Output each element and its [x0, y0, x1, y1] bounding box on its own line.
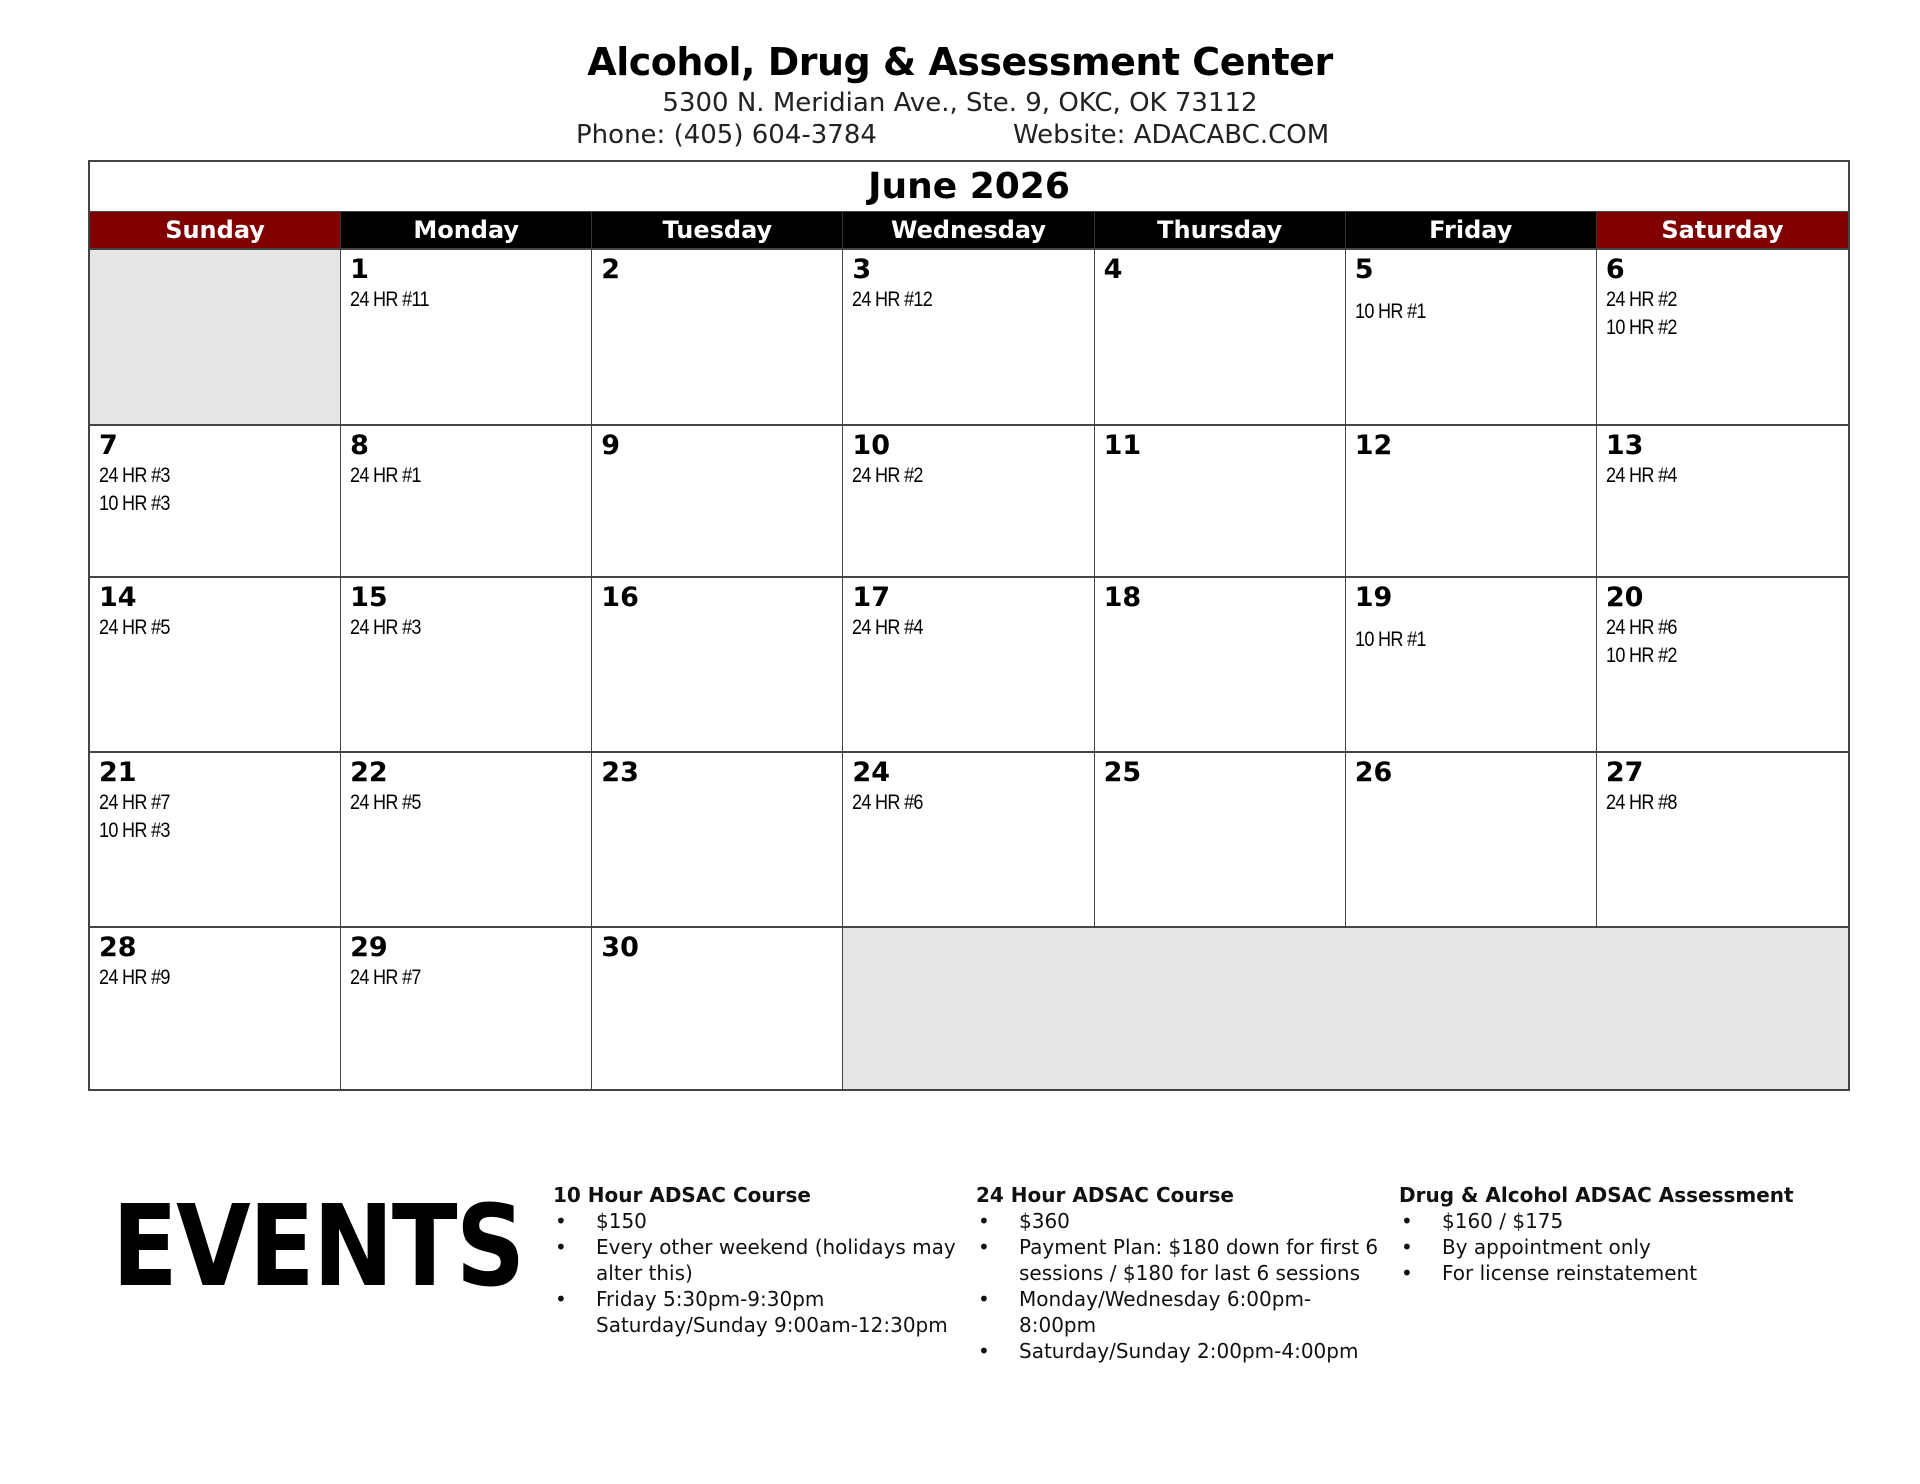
day-cell — [341, 250, 592, 424]
events-heading: EVENTS — [112, 1182, 524, 1312]
event-label: 24 HR #9 — [99, 966, 170, 989]
day-number: 30 — [601, 932, 639, 963]
event-label: 10 HR #2 — [1605, 316, 1677, 339]
day-number: 11 — [1103, 430, 1142, 461]
event-label: 24 HR #5 — [350, 791, 421, 814]
day-of-week-header — [90, 212, 1848, 248]
event-label: 10 HR #2 — [1605, 644, 1677, 667]
event-label: 24 HR #1 — [350, 464, 421, 487]
day-number: 5 — [1354, 254, 1374, 285]
course-detail: • Friday 5:30pm-9:30pm Saturday/Sunday 9:00am-12:30pm — [553, 1286, 973, 1338]
day-cell — [341, 426, 592, 576]
event-label: 24 HR #12 — [852, 288, 933, 311]
day-cell — [90, 426, 341, 576]
day-number: 15 — [350, 582, 388, 613]
org-website: Website: ADACABC.COM — [1013, 120, 1330, 150]
event-label: 24 HR #6 — [852, 791, 924, 814]
day-number: 14 — [99, 582, 137, 613]
org-title: Alcohol, Drug & Assessment Center — [587, 40, 1333, 84]
day-number: 3 — [852, 254, 872, 285]
day-cell — [592, 578, 843, 751]
day-number: 13 — [1605, 430, 1644, 461]
org-phone: Phone: (405) 604-3784 — [576, 120, 877, 150]
dow-friday: Friday — [1346, 212, 1597, 248]
course-title: Drug & Alcohol ADSAC Assessment — [1399, 1183, 1794, 1207]
dow-wednesday: Wednesday — [843, 212, 1094, 248]
dow-monday: Monday — [341, 212, 592, 248]
day-cell — [1597, 578, 1848, 751]
day-number: 9 — [601, 430, 621, 461]
day-cell — [592, 753, 843, 926]
course-details-list — [1399, 1208, 1819, 1286]
day-number: 16 — [601, 582, 639, 613]
dow-saturday: Saturday — [1597, 212, 1848, 248]
empty-day-cell — [90, 250, 341, 424]
event-label: 10 HR #3 — [99, 492, 170, 515]
day-number: 23 — [601, 757, 639, 788]
day-number: 6 — [1605, 254, 1625, 285]
day-cell — [341, 753, 592, 926]
day-number: 18 — [1103, 582, 1142, 613]
day-cell — [1597, 250, 1848, 424]
day-cell — [1346, 753, 1597, 926]
course-detail: • Payment Plan: $180 down for first 6 sessions / $180 for last 6 sessions — [976, 1234, 1386, 1286]
day-cell — [1346, 578, 1597, 751]
course-detail: • Monday/Wednesday 6:00pm-8:00pm — [976, 1286, 1386, 1338]
day-number: 25 — [1103, 757, 1142, 788]
day-cell — [843, 578, 1094, 751]
course-details-list — [976, 1208, 1386, 1364]
event-label: 24 HR #5 — [99, 616, 170, 639]
day-cell — [592, 928, 843, 1089]
dow-sunday: Sunday — [90, 212, 341, 248]
day-cell — [90, 928, 341, 1089]
dow-thursday: Thursday — [1095, 212, 1346, 248]
day-number: 20 — [1605, 582, 1644, 613]
event-label: 24 HR #2 — [852, 464, 924, 487]
course-detail: • $150 — [553, 1208, 973, 1234]
day-number: 22 — [350, 757, 388, 788]
event-label: 10 HR #1 — [1354, 300, 1426, 323]
event-label: 24 HR #2 — [1605, 288, 1677, 311]
day-cell — [1597, 426, 1848, 576]
course-detail: • For license reinstatement — [1399, 1260, 1819, 1286]
week-row — [90, 576, 1848, 751]
day-cell — [1346, 250, 1597, 424]
course-detail: • Saturday/Sunday 2:00pm-4:00pm — [976, 1338, 1386, 1364]
course-title: 10 Hour ADSAC Course — [553, 1183, 811, 1207]
day-cell — [1597, 753, 1848, 926]
day-cell — [592, 426, 843, 576]
day-number: 8 — [350, 430, 369, 461]
day-cell — [1095, 753, 1346, 926]
course-detail: • By appointment only — [1399, 1234, 1819, 1260]
day-cell — [90, 578, 341, 751]
day-number: 7 — [99, 430, 118, 461]
course-details-list — [553, 1208, 973, 1338]
event-label: 24 HR #4 — [852, 616, 924, 639]
day-number: 29 — [350, 932, 388, 963]
day-cell — [843, 250, 1094, 424]
course-title: 24 Hour ADSAC Course — [976, 1183, 1234, 1207]
course-detail: • $360 — [976, 1208, 1386, 1234]
day-number: 24 — [852, 757, 890, 788]
day-number: 4 — [1103, 254, 1123, 285]
day-cell — [1346, 426, 1597, 576]
org-address: 5300 N. Meridian Ave., Ste. 9, OKC, OK 73112 — [662, 88, 1258, 118]
event-label: 24 HR #3 — [350, 616, 421, 639]
assessment-info — [1399, 1182, 1819, 1286]
day-cell — [843, 753, 1094, 926]
event-label: 24 HR #11 — [350, 288, 429, 311]
day-cell — [90, 753, 341, 926]
day-number: 10 — [852, 430, 890, 461]
event-label: 24 HR #8 — [1605, 791, 1677, 814]
event-label: 24 HR #7 — [350, 966, 421, 989]
course-detail: • $160 / $175 — [1399, 1208, 1819, 1234]
week-row — [90, 424, 1848, 576]
event-label: 24 HR #7 — [99, 791, 170, 814]
event-label: 24 HR #4 — [1605, 464, 1677, 487]
day-cell — [1095, 250, 1346, 424]
dow-tuesday: Tuesday — [592, 212, 843, 248]
week-row — [90, 926, 1848, 1089]
month-title: June 2026 — [90, 162, 1848, 212]
course-info-10-hour — [553, 1182, 973, 1338]
week-row — [90, 751, 1848, 926]
event-label: 24 HR #3 — [99, 464, 170, 487]
day-number: 2 — [601, 254, 621, 285]
week-row — [90, 248, 1848, 424]
day-number: 12 — [1354, 430, 1393, 461]
day-cell — [341, 928, 592, 1089]
course-detail: • Every other weekend (holidays may alter this) — [553, 1234, 973, 1286]
day-number: 27 — [1605, 757, 1644, 788]
day-cell — [843, 426, 1094, 576]
day-cell — [1095, 426, 1346, 576]
day-number: 1 — [350, 254, 369, 285]
day-number: 28 — [99, 932, 137, 963]
day-number: 17 — [852, 582, 890, 613]
day-cell — [1095, 578, 1346, 751]
event-label: 10 HR #1 — [1354, 628, 1426, 651]
day-number: 19 — [1354, 582, 1393, 613]
course-info-24-hour — [976, 1182, 1386, 1364]
calendar — [88, 160, 1850, 1091]
day-number: 26 — [1354, 757, 1393, 788]
day-cell — [341, 578, 592, 751]
event-label: 24 HR #6 — [1605, 616, 1677, 639]
empty-day-cell — [843, 928, 1848, 1089]
event-label: 10 HR #3 — [99, 819, 170, 842]
day-number: 21 — [99, 757, 137, 788]
day-cell — [592, 250, 843, 424]
